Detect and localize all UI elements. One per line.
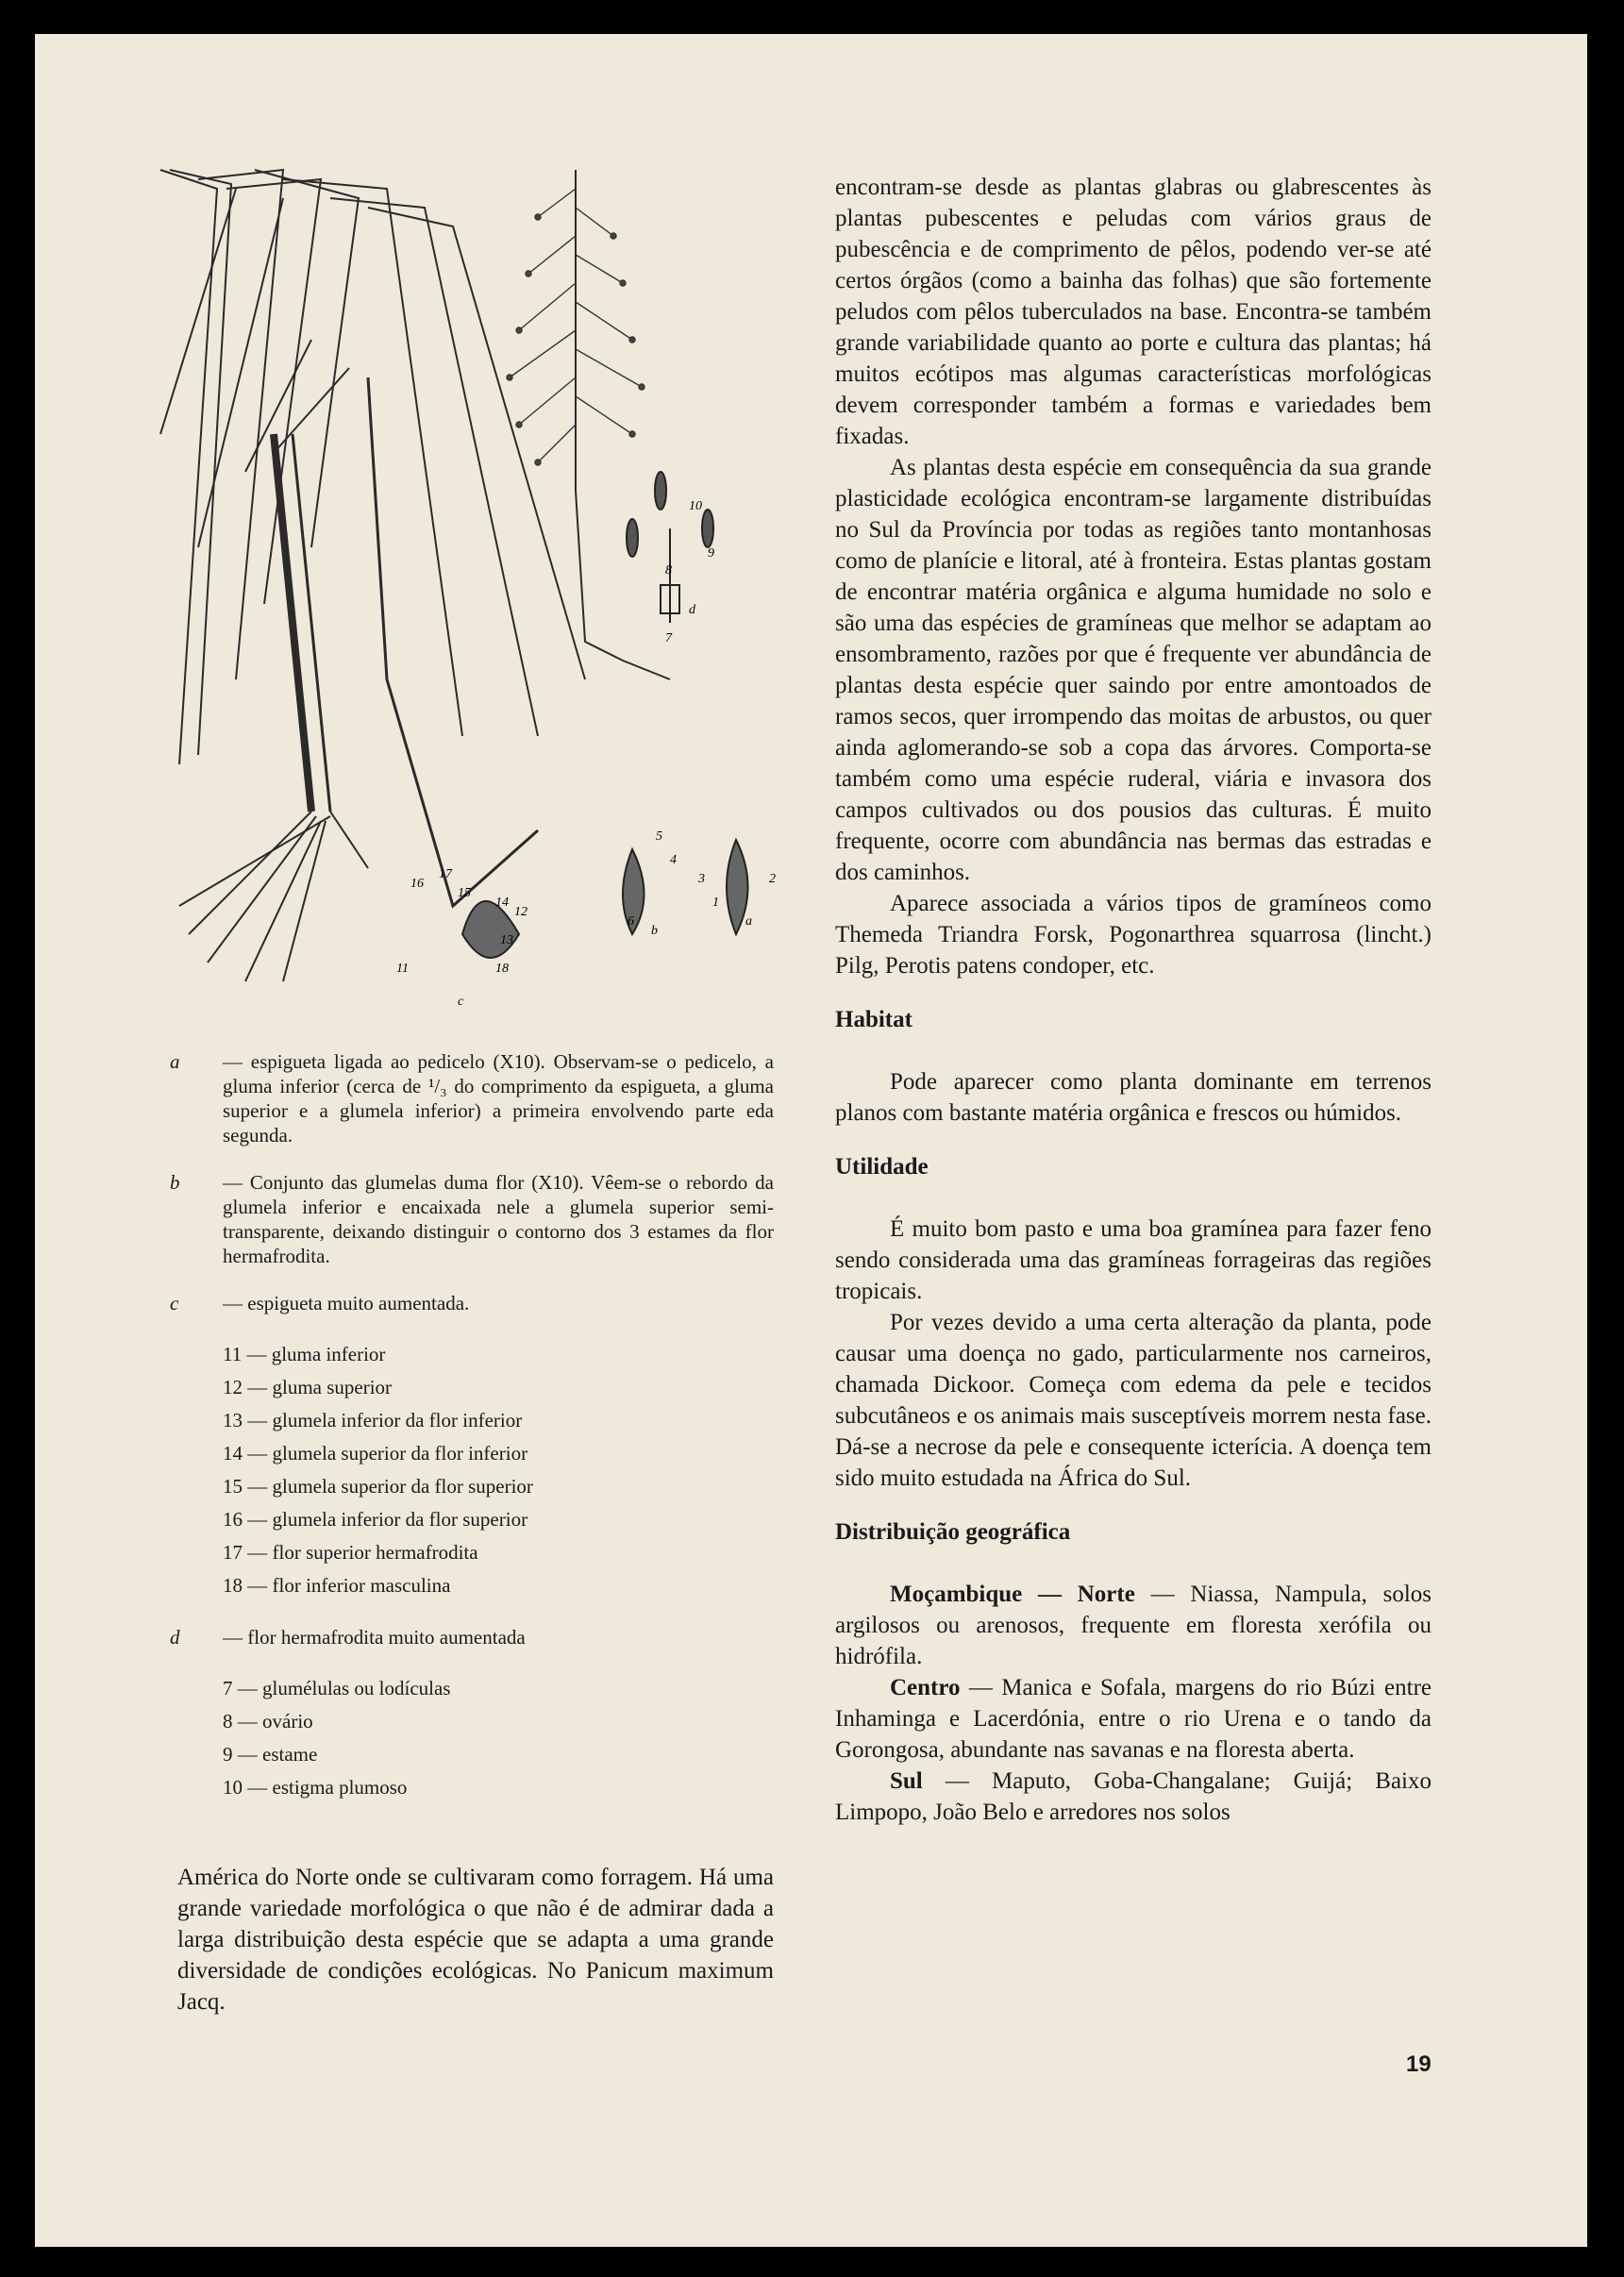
list-item: 17 — flor superior hermafrodita	[223, 1541, 478, 1564]
list-item: 7 — glumélulas ou lodículas	[223, 1677, 451, 1699]
legend-text-b: — Conjunto das glumelas duma flor (X10). Vêem-se o rebordo da glumela inferior e encaixada nele a glumela superior semi-transparente, deixando distinguir o contorno dos 3 estames da flor hermafrodita.	[223, 1171, 774, 1267]
region-label: Moçambique — Norte	[890, 1582, 1135, 1607]
figure-label: 5	[656, 829, 662, 844]
distribution-sul	[835, 1766, 1431, 1828]
figure-label: 14	[495, 896, 509, 910]
legend-c	[170, 1291, 774, 1315]
legend-key-b: b	[170, 1171, 180, 1194]
list-item: 15 — glumela superior da flor superior	[223, 1475, 533, 1498]
figure-label: a	[745, 914, 752, 929]
figure-label: 6	[628, 914, 634, 929]
list-item: 18 — flor inferior masculina	[223, 1574, 451, 1597]
legend-d-list	[170, 1672, 774, 1804]
region-label: Centro	[890, 1675, 961, 1700]
page-number: 19	[1406, 2051, 1431, 2077]
list-item: 11 — gluma inferior	[223, 1343, 386, 1365]
list-item: 14 — glumela superior da flor inferior	[223, 1442, 528, 1465]
legend-a	[170, 1049, 774, 1147]
list-item: 10 — estigma plumoso	[223, 1776, 408, 1799]
legend-c-list	[170, 1338, 774, 1602]
legend-key-d: d	[170, 1626, 180, 1649]
region-text: — Maputo, Goba-Changalane; Guijá; Baixo Limpopo, João Belo e arredores nos solos	[835, 1768, 1431, 1825]
paragraph: Por vezes devido a uma certa alteração da planta, pode causar uma doença no gado, particularmente nos carneiros, chamada Dickoor. Começa com edema da pele e tecidos subcutâneos e os animais mais susceptíveis morrem nesta fase. Dá-se a necrose da pele e consequente icterícia. A doença tem sido muito estudada na África do Sul.	[835, 1310, 1431, 1491]
figure-legend	[170, 1049, 774, 1827]
figure-label: 10	[689, 499, 702, 513]
list-item: 13 — glumela inferior da flor inferior	[223, 1409, 523, 1431]
figure-label: b	[651, 924, 658, 938]
legend-b	[170, 1170, 774, 1268]
grass-illustration	[142, 151, 783, 1029]
figure-label: 1	[712, 896, 719, 910]
legend-key-a: a	[170, 1050, 180, 1073]
legend-text-c: — espigueta muito aumentada.	[223, 1292, 470, 1314]
right-column	[835, 172, 1431, 1828]
paragraph: As plantas desta espécie em consequência da sua grande plasticidade ecológica encontram-se largamente distribuídas no Sul da Província por todas as regiões tanto montanhosas como de planície e litoral, até à fronteira. Estas plantas gostam de encontrar matéria orgânica e alguma humidade no solo e são uma das espécies de gramíneas que melhor se adaptam ao ensombramento, razões por que é frequente ver abundância de plantas desta espécie quer saindo por entre amontoados de ramos secos, quer irrompendo das moitas de arbustos, ou quer ainda aglomerando-se sob a copa das árvores. Comporta-se também como uma espécie ruderal, viária e invasora dos campos cultivados ou dos pousios das culturas. É muito frequente, ocorre com abundância nas bermas das estradas e dos caminhos.	[835, 455, 1431, 885]
paragraph: encontram-se desde as plantas glabras ou glabrescentes às plantas pubescentes e peludas com vários graus de pubescência e de comprimento de pêlos, podendo ver-se até certos órgãos (como a bainha das folhas) que são fortemente peludos com pêlos tuberculados na base. Encontra-se também grande variabilidade quanto ao porte e cultura das plantas; há muitos ecótipos mas algumas características morfológicas devem corresponder também a formas e variedades bem fixadas.	[835, 175, 1431, 449]
figure-label: 16	[410, 877, 424, 891]
list-item: 16 — glumela inferior da flor superior	[223, 1508, 528, 1531]
paragraph: É muito bom pasto e uma boa gramínea para fazer feno sendo considerada uma das gramíneas forrageiras das regiões tropicais.	[835, 1216, 1431, 1304]
heading-utilidade: Utilidade	[835, 1154, 929, 1180]
figure-label: 15	[458, 886, 471, 900]
figure-label: 9	[708, 546, 714, 561]
list-item: 8 — ovário	[223, 1710, 313, 1733]
legend-text-a: — espigueta ligada ao pedicelo (X10). Observam-se o pedicelo, a gluma inferior (cerca de ¹/₃ do comprimento da espigueta, a gluma superior e a glumela inferior) a primeira envolvendo parte eda segunda.	[223, 1050, 774, 1147]
figure-label: 3	[698, 872, 705, 886]
legend-text-d: — flor hermafrodita muito aumentada	[223, 1626, 526, 1649]
legend-key-c: c	[170, 1292, 179, 1314]
heading-distribuicao: Distribuição geográfica	[835, 1519, 1071, 1545]
heading-habitat: Habitat	[835, 1007, 912, 1032]
figure-label: 12	[514, 905, 527, 919]
region-label: Sul	[890, 1768, 923, 1794]
legend-d	[170, 1625, 774, 1649]
left-column-text: América do Norte onde se cultivaram como forragem. Há uma grande variedade morfológica o que não é de admirar dada a larga distribuição desta espécie que se adapta a uma grande diversidade de condições ecológicas. No Panicum maximum Jacq.	[177, 1865, 774, 2015]
figure-label: 2	[769, 872, 776, 886]
figure-label: 8	[665, 563, 672, 578]
region-text: — Manica e Sofala, margens do rio Búzi entre Inhaminga e Lacerdónia, entre o rio Urena e o tando da Gorongosa, abundante nas savanas e na floresta aberta.	[835, 1675, 1431, 1763]
paragraph: Aparece associada a vários tipos de gramíneos como Themeda Triandra Forsk, Pogonarthrea squarrosa (lincht.) Pilg, Perotis patens condoper, etc.	[835, 891, 1431, 979]
list-item: 9 — estame	[223, 1743, 318, 1766]
distribution-centro	[835, 1672, 1431, 1766]
figure-label: 4	[670, 853, 677, 867]
figure-label: 11	[396, 962, 409, 976]
distribution-norte	[835, 1579, 1431, 1672]
paragraph: Pode aparecer como planta dominante em terrenos planos com bastante matéria orgânica e frescos ou húmidos.	[835, 1069, 1431, 1126]
figure-label: 7	[665, 631, 672, 645]
figure-label: 18	[495, 962, 509, 976]
figure-label: d	[689, 603, 695, 617]
figure-label: 13	[500, 933, 513, 947]
figure-label: c	[458, 995, 464, 1009]
region-text: — Niassa, Nampula, solos argilosos ou arenosos, frequente em floresta xerófila ou hidrófila.	[835, 1582, 1431, 1669]
figure-label: 17	[439, 867, 452, 881]
list-item: 12 — gluma superior	[223, 1376, 393, 1398]
